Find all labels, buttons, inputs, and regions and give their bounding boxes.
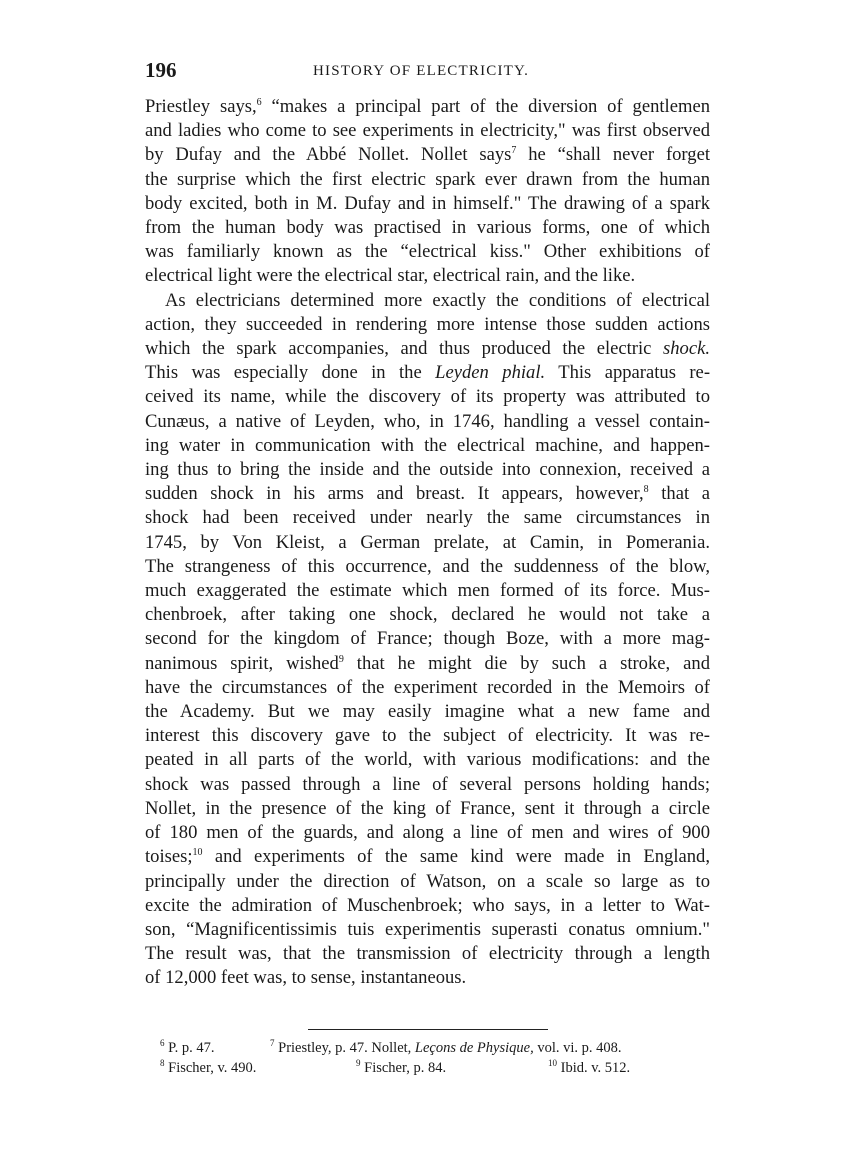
body-text: [145, 95, 710, 991]
text-line: This was especially done in the Leyden phial. This apparatus re-: [145, 362, 711, 384]
emphasis: shock.: [663, 338, 710, 360]
text-line: electrical light were the electrical star, electrical rain, and the like.: [145, 265, 636, 287]
text-line: Cunæus, a native of Leyden, who, in 1746, handling a vessel contain-: [145, 410, 710, 432]
text-line: action, they succeeded in rendering more intense those sudden actions: [145, 313, 710, 335]
text-line: son, “Magnificentissimis tuis experimentis superasti conatus omnium.": [145, 918, 710, 940]
text-line: The result was, that the transmission of electricity through a length: [145, 943, 710, 965]
text-line: the Academy. But we may easily imagine what a new fame and: [145, 701, 710, 723]
footnote-row: [160, 1038, 720, 1058]
text-line: excite the admiration of Muschenbroek; who says, in a letter to Wat-: [145, 894, 710, 916]
emphasis: Leyden phial.: [435, 362, 546, 384]
footnotes: [160, 1038, 720, 1078]
text-line: interest this discovery gave to the subject of electricity. It was re-: [145, 725, 710, 747]
text-line: ing water in communication with the electrical machine, and happen-: [145, 434, 710, 456]
text-line: have the circumstances of the experiment recorded in the Memoirs of: [145, 676, 710, 698]
text-line: by Dufay and the Abbé Nollet. Nollet says$^7$ he “shall never forget: [145, 144, 711, 166]
footnote-ref: 10: [192, 847, 203, 859]
text-line: shock had been received under nearly the same circumstances in: [145, 507, 710, 529]
text-line: and ladies who come to see experiments in electricity," was first observed: [145, 120, 710, 142]
text-line: Priestley says,$^6$ “makes a principal part of the diversion of gentlemen: [145, 96, 710, 117]
text-line: principally under the direction of Watson, on a scale so large as to: [145, 870, 710, 892]
footnote-mark: 8: [160, 1058, 165, 1068]
text-line: from the human body was practised in various forms, one of which: [145, 217, 710, 239]
footnote-7: $^7$ Priestley, p. 47. Nollet, Leçons de Physique, vol. vi. p. 408.: [270, 1038, 622, 1056]
footnote-mark: 9: [356, 1058, 361, 1068]
text-line: body excited, both in M. Dufay and in himself." The drawing of a spark: [145, 192, 710, 214]
footnote-ref: 8: [643, 484, 649, 496]
footnote-row: [160, 1058, 720, 1078]
text-line: second for the kingdom of France; though Boze, with a more mag-: [145, 628, 710, 650]
text-line: much exaggerated the estimate which men formed of its force. Mus-: [145, 580, 710, 602]
text-line: The strangeness of this occurrence, and the suddenness of the blow,: [145, 555, 710, 577]
emphasis: Leçons de Physique,: [414, 1040, 534, 1056]
footnote-ref: 9: [338, 653, 344, 665]
page-number: 196: [145, 58, 177, 82]
text-line: ceived its name, while the discovery of its property was attributed to: [145, 386, 710, 408]
text-line: shock was passed through a line of several persons holding hands;: [145, 773, 710, 795]
footnote-8: $^8$ Fischer, v. 490.: [160, 1058, 257, 1076]
footnote-ref: 6: [256, 97, 262, 108]
running-head: HISTORY OF ELECTRICITY.: [313, 63, 530, 79]
text-line: sudden shock in his arms and breast. It appears, however,$^8$ that a: [145, 483, 710, 505]
text-line: peated in all parts of the world, with various modifications: and the: [145, 749, 710, 771]
text-line: was familiarly known as the “electrical kiss." Other exhibitions of: [145, 241, 710, 263]
footnote-9: $^9$ Fischer, p. 84.: [356, 1058, 447, 1076]
text-line: 1745, by Von Kleist, a German prelate, at Camin, in Pomerania.: [145, 531, 710, 553]
footnote-divider: [308, 1029, 548, 1030]
text-line: the surprise which the first electric spark ever drawn from the human: [145, 168, 710, 190]
text-line: of 12,000 feet was, to sense, instantaneous.: [145, 967, 467, 989]
footnote-mark: 6: [160, 1038, 165, 1048]
text-line: of 180 men of the guards, and along a line of men and wires of 900: [145, 822, 710, 844]
text-line: As electricians determined more exactly the conditions of electrical: [165, 289, 710, 311]
text-line: nanimous spirit, wished$^9$ that he might die by such a stroke, and: [145, 652, 710, 674]
text-line: which the spark accompanies, and thus produced the electric shock.: [145, 338, 710, 360]
footnote-10: $^{10}$ Ibid. v. 512.: [548, 1058, 631, 1076]
text-line: chenbroek, after taking one shock, declared he would not take a: [145, 604, 710, 626]
text-line: Nollet, in the presence of the king of France, sent it through a circle: [145, 797, 710, 819]
footnote-6: $^6$ P. p. 47.: [160, 1038, 215, 1056]
text-line: ing thus to bring the inside and the outside into connexion, received a: [145, 459, 710, 481]
footnote-mark: 10: [548, 1058, 557, 1068]
footnote-mark: 7: [270, 1038, 275, 1048]
text-line: toises;$^{10}$ and experiments of the same kind were made in England,: [145, 846, 710, 868]
page-header: [145, 58, 705, 88]
footnote-ref: 7: [511, 145, 517, 157]
